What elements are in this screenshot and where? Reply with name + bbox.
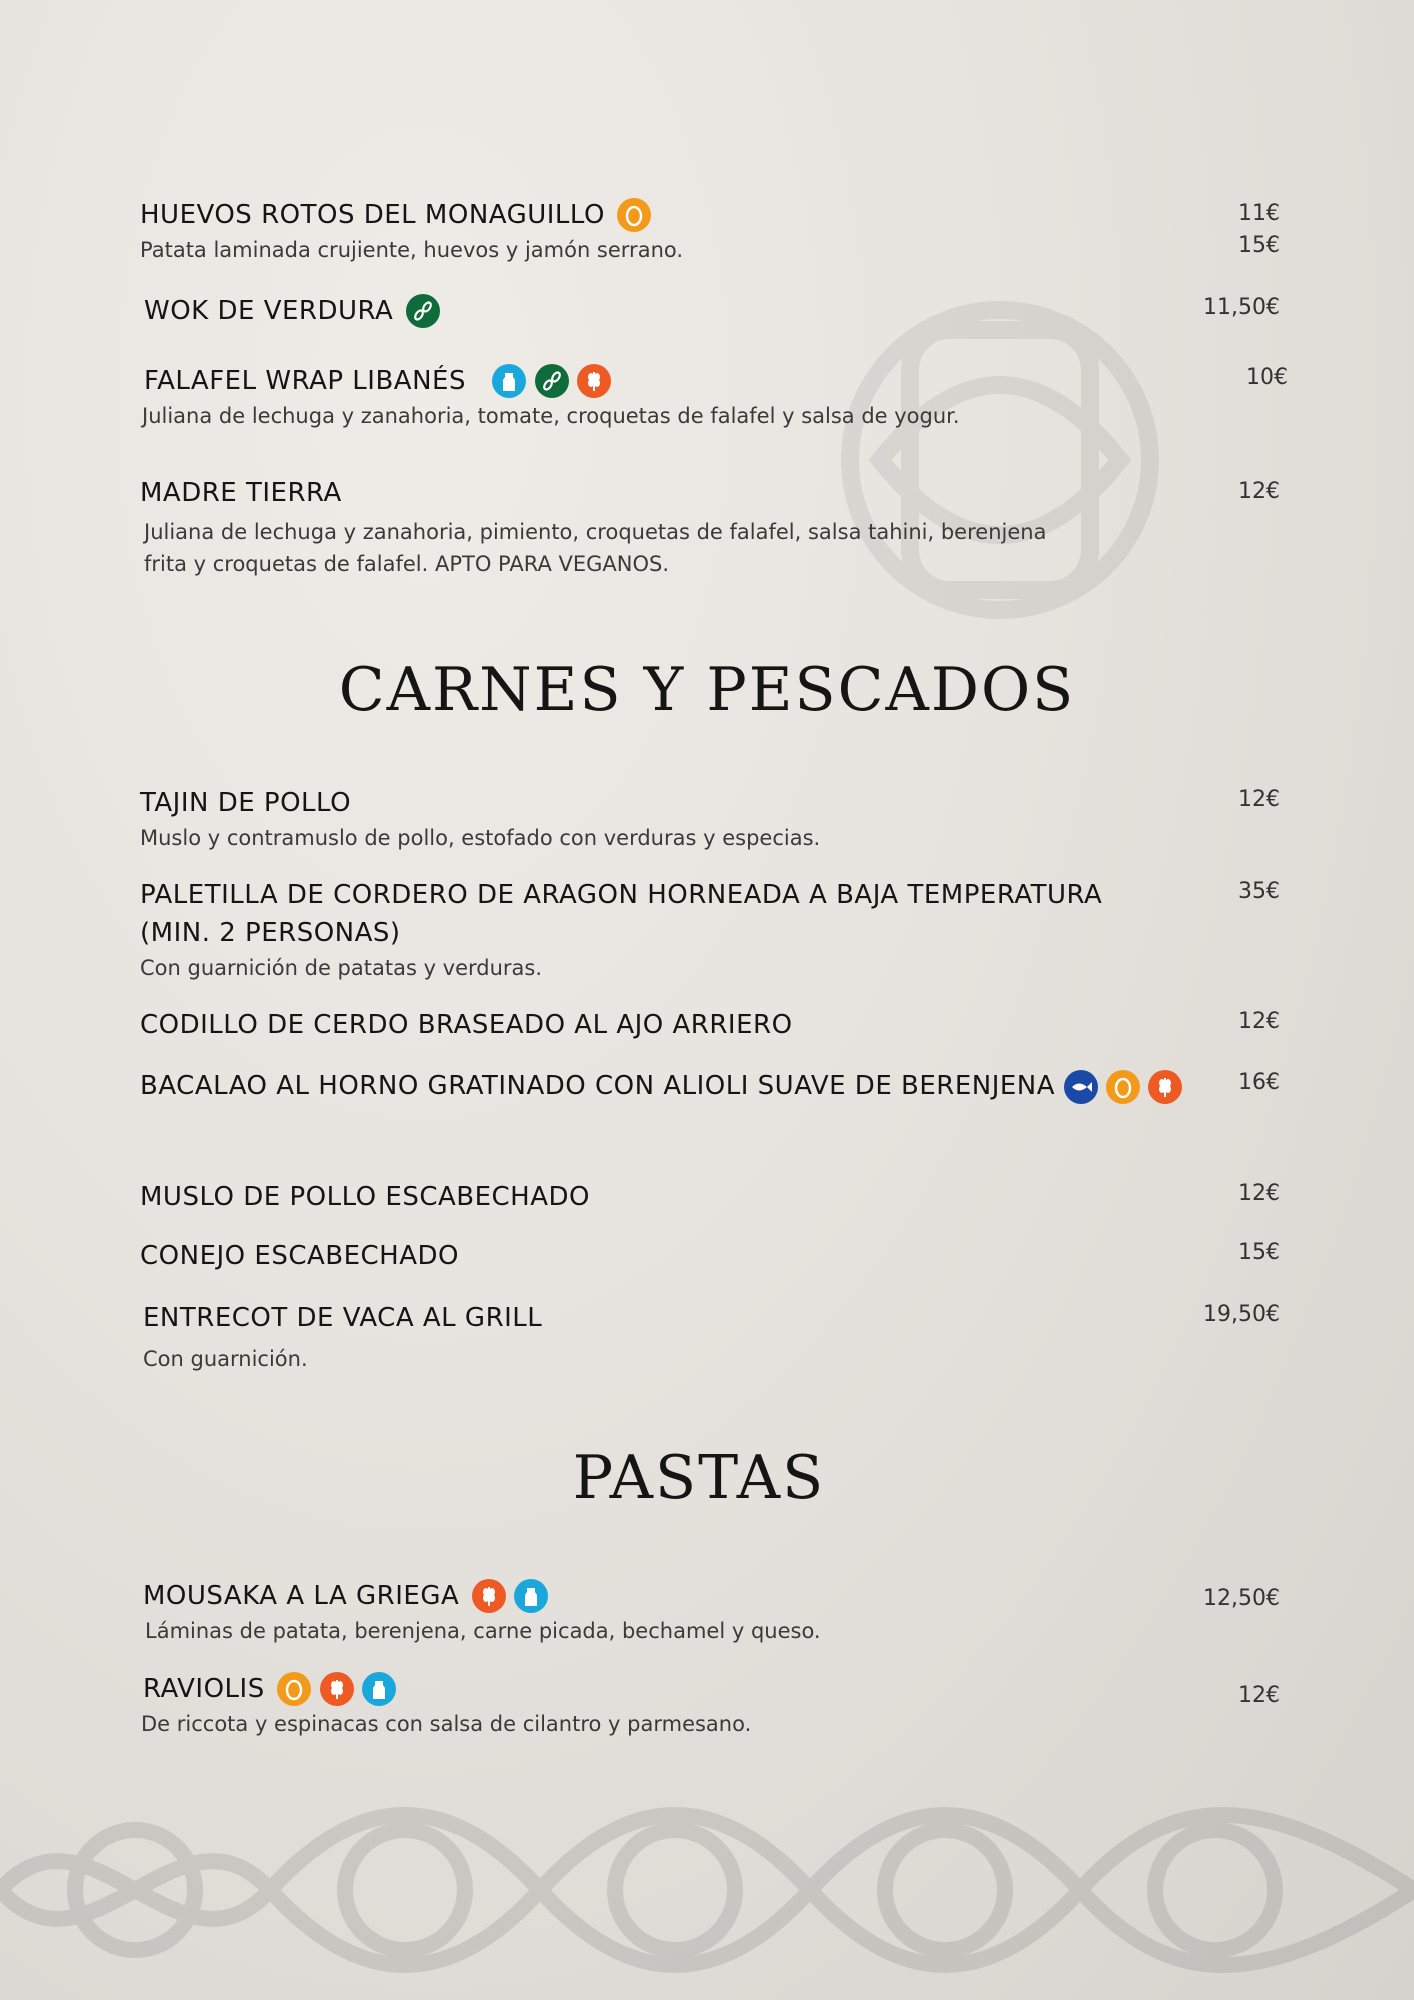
item-price: 12€ [1238, 1009, 1280, 1034]
menu-item [140, 474, 1280, 580]
item-description: Patata laminada crujiente, huevos y jamón serrano. [140, 238, 684, 262]
allergen-icons [406, 294, 444, 328]
item-name: TAJIN DE POLLO [140, 788, 352, 818]
item-description: Láminas de patata, berenjena, carne picada, bechamel y queso. [145, 1619, 821, 1643]
item-price: 10€ [1246, 365, 1288, 390]
menu-item [140, 876, 1280, 984]
allergen-icons [472, 1579, 552, 1613]
item-name: RAVIOLIS [143, 1674, 265, 1704]
description-line: frita y croquetas de falafel. APTO PARA VEGANOS. [144, 552, 670, 576]
item-price: 35€ [1238, 879, 1280, 904]
section-title-carnes: CARNES Y PESCADOS [338, 655, 1076, 725]
item-name: MOUSAKA A LA GRIEGA [143, 1581, 460, 1611]
egg-icon [277, 1672, 311, 1706]
item-name-line: (MIN. 2 PERSONAS) [140, 918, 401, 948]
item-price: 12€ [1238, 787, 1280, 812]
item-price: 12€ [1238, 1181, 1280, 1206]
allergen-icons [1064, 1070, 1187, 1104]
menu-item [144, 292, 1280, 330]
item-price: 16€ [1238, 1070, 1280, 1095]
item-name: MADRE TIERRA [140, 478, 342, 508]
milk-icon [362, 1672, 396, 1706]
sesame-icon [535, 364, 569, 398]
fish-icon [1064, 1070, 1098, 1104]
item-description: Con guarnición de patatas y verduras. [140, 956, 543, 980]
menu-item [140, 1067, 1280, 1105]
item-price: 15€ [1238, 1240, 1280, 1265]
allergen-icons [617, 198, 655, 232]
item-price: 12€ [1238, 479, 1280, 504]
item-description [144, 516, 1280, 580]
menu-item [142, 362, 1288, 432]
gluten-icon [1148, 1070, 1182, 1104]
gluten-icon [320, 1672, 354, 1706]
item-name: FALAFEL WRAP LIBANÉS [144, 366, 466, 396]
allergen-icons [492, 364, 615, 398]
menu-item [140, 196, 1280, 276]
item-name: CODILLO DE CERDO BRASEADO AL AJO ARRIERO [140, 1010, 793, 1040]
item-name: WOK DE VERDURA [144, 296, 394, 326]
menu-item [143, 1577, 1280, 1647]
description-line: Juliana de lechuga y zanahoria, pimiento, croquetas de falafel, salsa tahini, berenjena [144, 520, 1047, 544]
item-description: Muslo y contramuslo de pollo, estofado con verduras y especias. [140, 826, 821, 850]
item-price: 12€ [1238, 1683, 1280, 1708]
item-price: 11,50€ [1203, 295, 1280, 320]
item-name: BACALAO AL HORNO GRATINADO CON ALIOLI SUAVE DE BERENJENA [140, 1071, 1056, 1101]
milk-icon [492, 364, 526, 398]
item-price [1238, 198, 1280, 262]
price-small: 11€ [1238, 201, 1280, 226]
egg-icon [1106, 1070, 1140, 1104]
menu-item [143, 1670, 1280, 1740]
menu-item [140, 784, 1280, 854]
item-description: Juliana de lechuga y zanahoria, tomate, croquetas de falafel y salsa de yogur. [142, 404, 960, 428]
item-price: 12,50€ [1203, 1586, 1280, 1611]
milk-icon [514, 1579, 548, 1613]
section-title-pastas: PASTAS [572, 1443, 826, 1513]
item-name-line: PALETILLA DE CORDERO DE ARAGON HORNEADA A BAJA TEMPERATURA [140, 880, 1103, 910]
item-name: ENTRECOT DE VACA AL GRILL [143, 1303, 543, 1333]
price-large: 15€ [1238, 233, 1280, 258]
gluten-icon [472, 1579, 506, 1613]
item-price: 19,50€ [1203, 1302, 1280, 1327]
item-description: De riccota y espinacas con salsa de cilantro y parmesano. [141, 1712, 752, 1736]
item-description: Con guarnición. [143, 1347, 308, 1371]
gluten-icon [577, 364, 611, 398]
item-name: HUEVOS ROTOS DEL MONAGUILLO [140, 200, 605, 230]
menu-item [143, 1299, 1280, 1375]
menu-item [140, 1006, 1280, 1044]
item-name: MUSLO DE POLLO ESCABECHADO [140, 1182, 590, 1212]
sesame-icon [406, 294, 440, 328]
egg-icon [617, 198, 651, 232]
allergen-icons [277, 1672, 400, 1706]
item-name: CONEJO ESCABECHADO [140, 1241, 460, 1271]
menu-item [140, 1178, 1280, 1216]
menu-item [140, 1237, 1280, 1275]
